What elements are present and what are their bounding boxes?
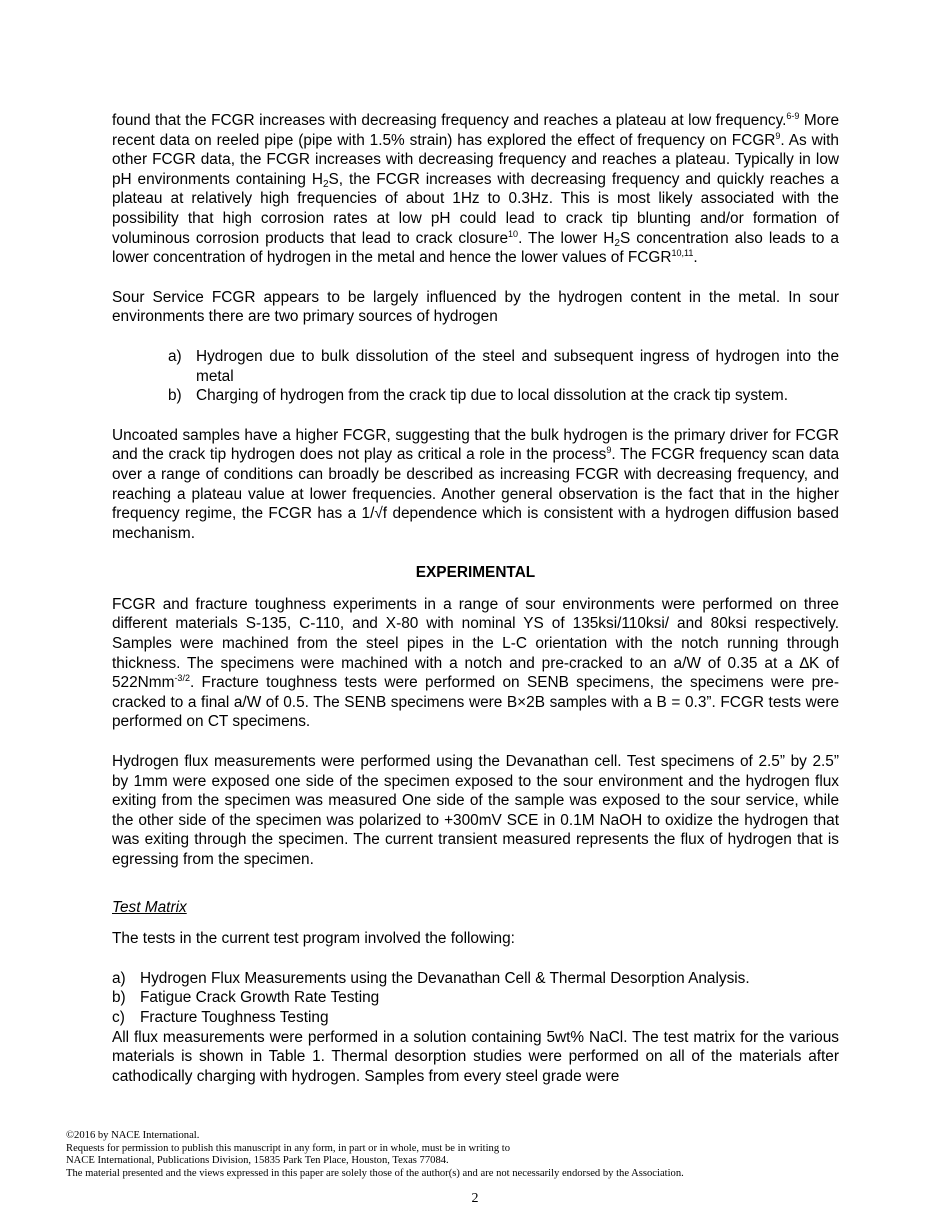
list-item — [112, 1008, 839, 1028]
hydrogen-sources-list — [168, 347, 839, 406]
citation: 10,11 — [671, 248, 694, 259]
list-marker: c) — [112, 1008, 125, 1026]
list-text: Fracture Toughness Testing — [140, 1008, 329, 1026]
text-run: . — [693, 249, 698, 267]
text-run: . Fracture toughness tests were performed on SENB specimens, the specimens were pre-cracked to a final a/W of 0.5. The SENB specimens were B×2B samples with a B = 0.3”. FCGR tests were performed on CT specimens. — [112, 674, 839, 731]
subscript: 2 — [322, 178, 329, 190]
list-text: Hydrogen Flux Measurements using the Devanathan Cell & Thermal Desorption Analysis. — [140, 969, 750, 987]
paragraph-tests-intro: The tests in the current test program involved the following: — [112, 930, 515, 948]
footer-line: Requests for permission to publish this manuscript in any form, in part or in whole, must be in writing to — [66, 1142, 511, 1154]
text-run: . As with other FCGR data, the FCGR increases with decreasing frequency and reaches a plateau. Typically in low pH environments containing H — [112, 131, 839, 188]
superscript: -3/2 — [174, 673, 190, 684]
citation: 9 — [606, 445, 612, 456]
list-item — [112, 988, 839, 1008]
subsection-heading-test-matrix: Test Matrix — [112, 898, 187, 916]
copyright-footer — [66, 1130, 906, 1180]
list-item — [112, 969, 839, 989]
citation: 6-9 — [786, 111, 800, 121]
paragraph-hydrogen-flux: Hydrogen flux measurements were performed using the Devanathan cell. Test specimens of 2.5” by 2.5” by 1mm were exposed one side of the specimen exposed to the sour environment and the hydrogen flux exiting from the specimen was measured One side of the sample was exposed to the sour service, while the other side of the specimen was polarized to +300mV SCE in 0.1M NaOH to oxidize the hydrogen that was exiting through the specimen. The current transient measured represents the flux of hydrogen that is egressing from the specimen. — [112, 753, 839, 868]
list-marker: b) — [168, 387, 182, 405]
list-marker: b) — [112, 989, 126, 1007]
text-run: . The lower H — [518, 229, 615, 247]
text-run: S, the FCGR increases with decreasing frequency and quickly reaches a plateau at relatively high frequencies of about 1Hz to 0.3Hz. This is most likely associated with the possibility that high corrosion rates at low pH could lead to crack tip blunting and/or formation of voluminous corrosion products that lead to crack closure — [112, 170, 839, 247]
paragraph-flux-solution: All flux measurements were performed in a solution containing 5wt% NaCl. The test matrix for the various materials is shown in Table 1. Thermal desorption studies were performed on all of the materials after cathodically charging with hydrogen. Samples from every steel grade were — [112, 1028, 839, 1085]
text-run: . The FCGR frequency scan data over a range of conditions can broadly be described as increasing FCGR with decreasing frequency, and reaching a plateau value at lower frequencies. Another general observation is the fact that in the higher frequency regime, the FCGR has a 1/√f dependence which is consistent with a hydrogen diffusion based mechanism. — [112, 446, 839, 542]
paragraph-fcgr-frequency — [112, 111, 839, 268]
list-item — [168, 386, 839, 406]
citation: 10 — [508, 228, 519, 239]
list-marker: a) — [112, 969, 126, 987]
paragraph-uncoated-samples — [112, 426, 839, 544]
tests-list — [112, 969, 839, 1028]
list-text: Charging of hydrogen from the crack tip due to local dissolution at the crack tip system. — [196, 387, 788, 405]
paragraph-hydrogen-sources: Sour Service FCGR appears to be largely influenced by the hydrogen content in the metal. In sour environments there are two primary sources of hydrogen — [112, 288, 839, 326]
citation: 9 — [775, 130, 781, 141]
list-item — [168, 347, 839, 386]
list-marker: a) — [168, 347, 182, 365]
page-body — [112, 111, 839, 1086]
text-run: More recent data on reeled pipe (pipe with 1.5% strain) has explored the effect of frequency on FCGR — [112, 112, 840, 149]
footer-line: NACE International, Publications Division, 15835 Park Ten Place, Houston, Texas 77084. — [66, 1155, 449, 1167]
list-text: Hydrogen due to bulk dissolution of the steel and subsequent ingress of hydrogen into the metal — [196, 347, 839, 385]
text-run: S concentration also leads to a lower concentration of hydrogen in the metal and hence the lower values of FCGR — [112, 229, 839, 267]
text-run: FCGR and fracture toughness experiments in a range of sour environments were performed on three different materials S-135, C-110, and X-80 with nominal YS of 135ksi/110ksi/ and 80ksi respectively. Samples were machined from the steel pipes in the L-C orientation with the notch running through thickness. The specimens were machined with a notch and pre-cracked to an a/W of 0.35 at a ∆K of 522Nmm — [112, 595, 839, 692]
section-heading-experimental: EXPERIMENTAL — [415, 564, 536, 582]
footer-line: ©2016 by NACE International. — [66, 1130, 200, 1141]
footer-line: The material presented and the views expressed in this paper are solely those of the author(s) and are not necessarily endorsed by the Association. — [66, 1167, 684, 1179]
text-run: found that the FCGR increases with decreasing frequency and reaches a plateau at low frequency. — [112, 112, 787, 129]
paragraph-materials — [112, 595, 839, 732]
text-run: Uncoated samples have a higher FCGR, suggesting that the bulk hydrogen is the primary driver for FCGR and the crack tip hydrogen does not play as critical a role in the process — [112, 426, 839, 464]
list-text: Fatigue Crack Growth Rate Testing — [140, 989, 380, 1007]
page-number: 2 — [471, 1191, 479, 1206]
subscript: 2 — [614, 237, 620, 249]
